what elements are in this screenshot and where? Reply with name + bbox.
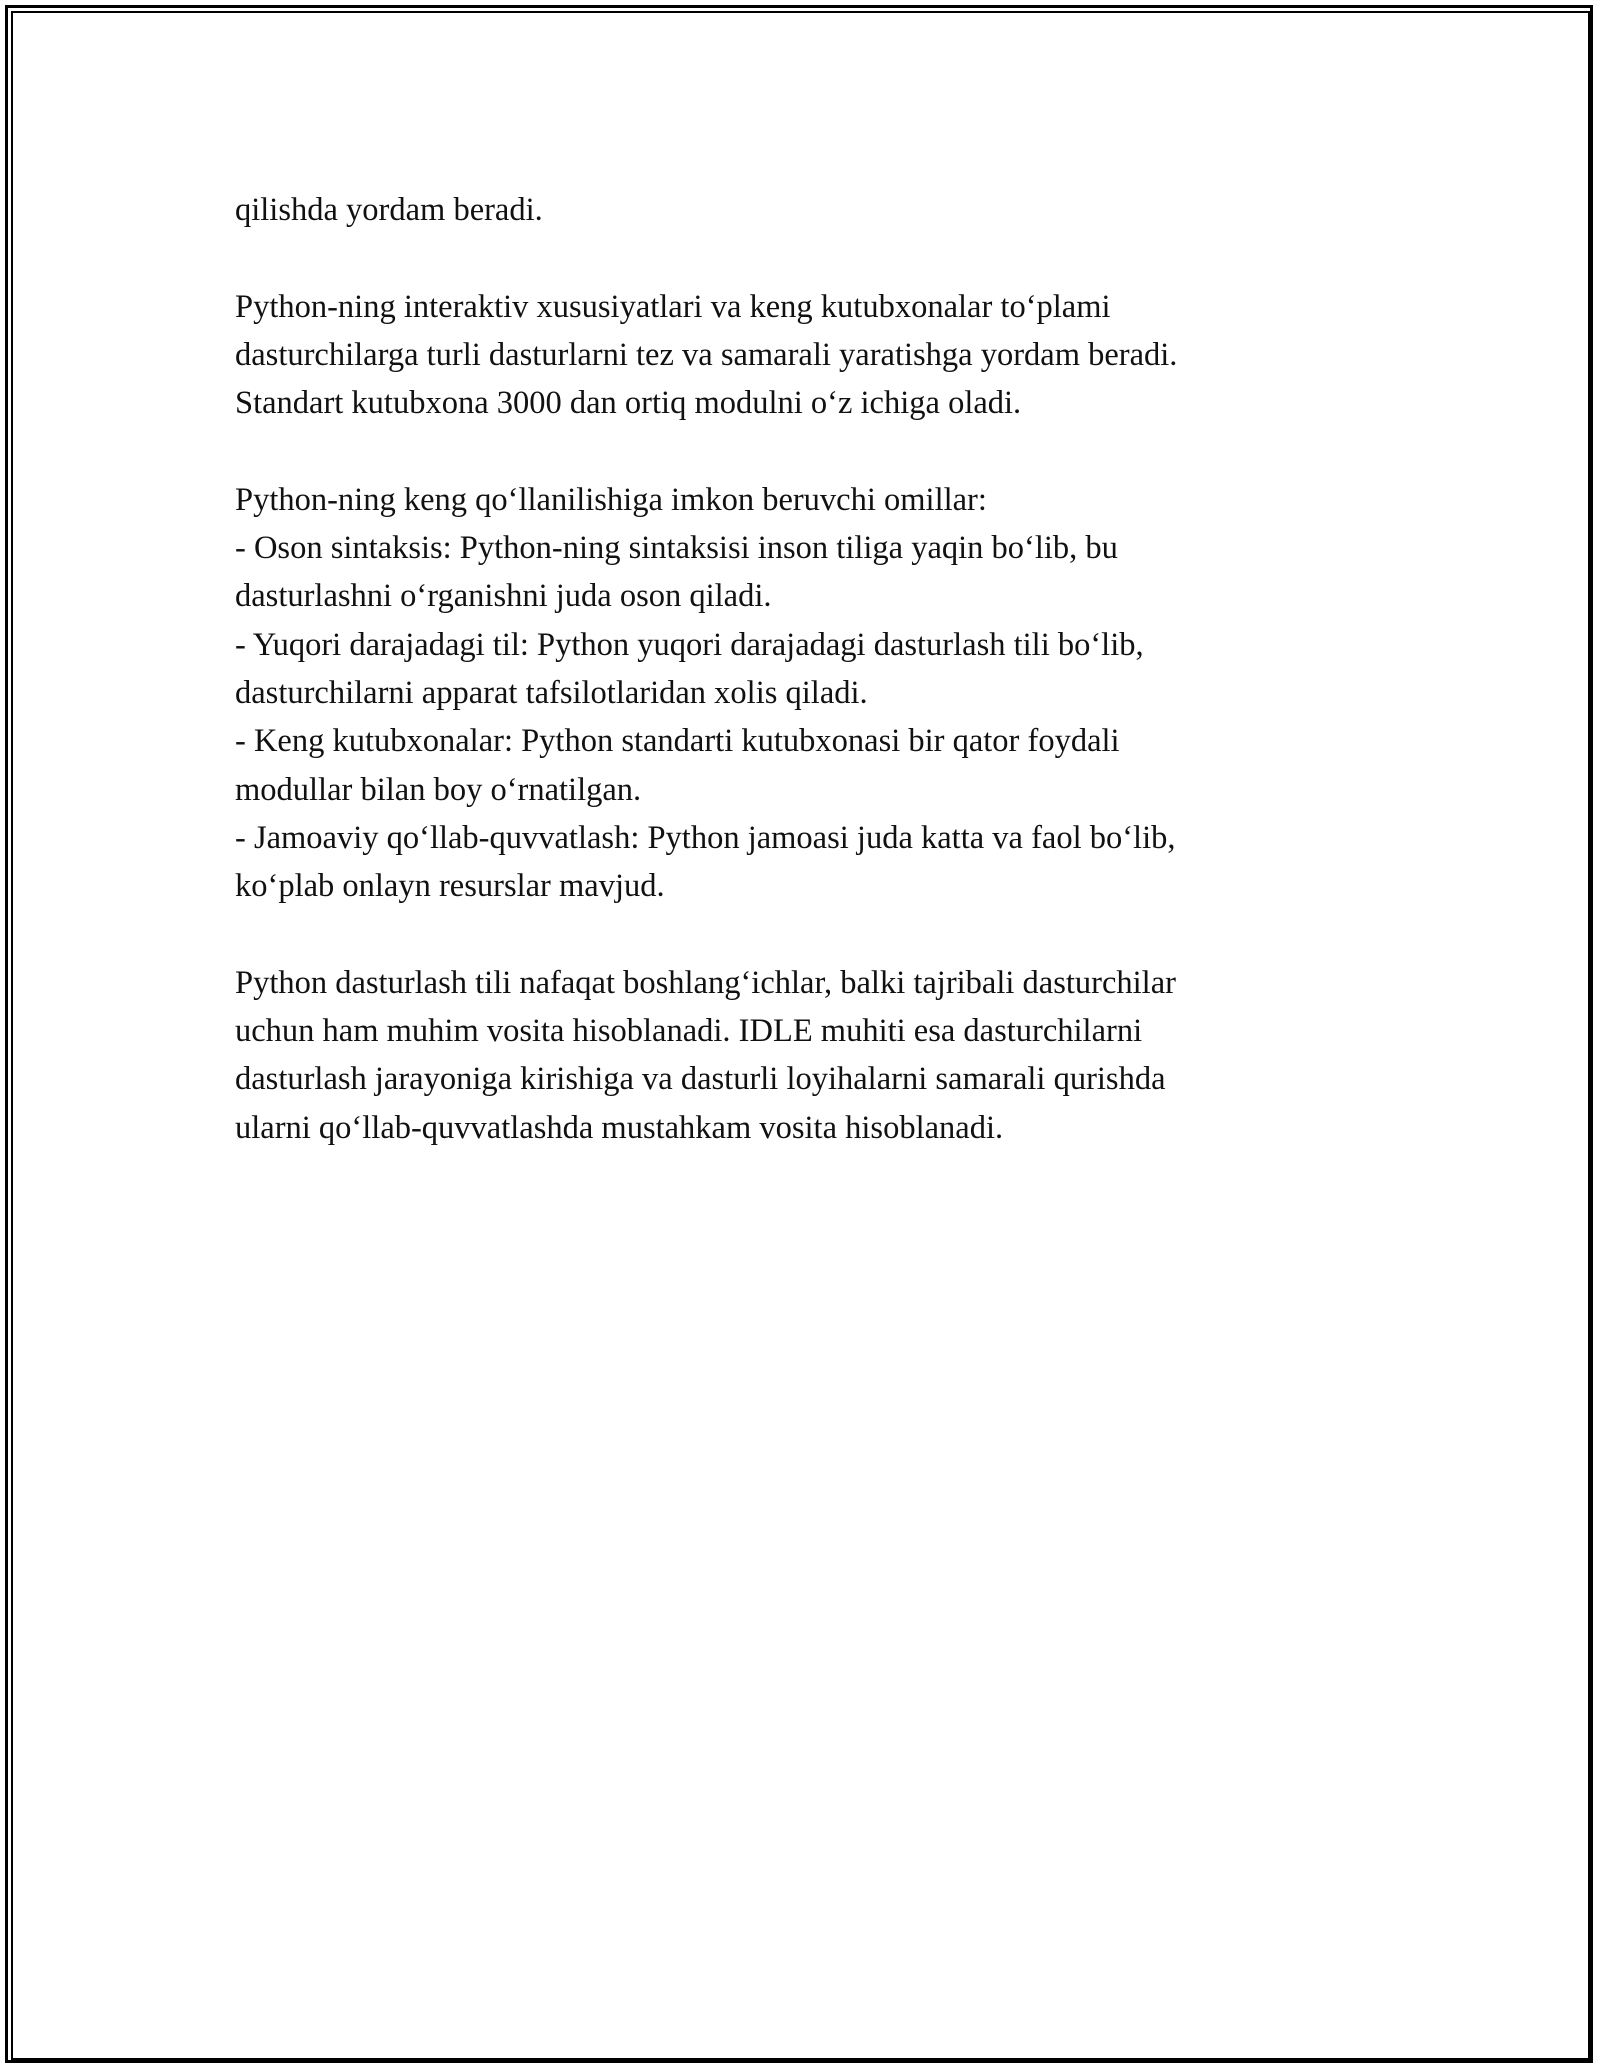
text-line: Python-ning keng qo‘llanilishiga imkon beruvchi omillar: [235,481,987,518]
list-item-line: dasturlashni o‘rganishni juda oson qiladi. [235,578,772,615]
paragraph-gap [235,910,1345,958]
text-line: dasturlash jarayoniga kirishiga va dasturli loyihalarni samarali qurishda [235,1061,1166,1098]
list-item-line: ko‘plab onlayn resurslar mavjud. [235,868,665,905]
text-line: qilishda yordam beradi. [235,192,543,228]
text-line: ularni qo‘llab-quvvatlashda mustahkam vosita hisoblanadi. [235,1109,1004,1146]
list-item-line: - Keng kutubxonalar: Python standarti kutubxonasi bir qator foydali [235,723,1120,760]
text-line: dasturchilarga turli dasturlarni tez va samarali yaratishga yordam beradi. [235,336,1178,373]
paragraph-gap [235,427,1345,475]
text-line: uchun ham muhim vosita hisoblanadi. IDLE muhiti esa dasturchilarni [235,1013,1143,1050]
list-item-line: modullar bilan boy o‘rnatilgan. [235,771,642,808]
text-line: Standart kutubxona 3000 dan ortiq modulni o‘z ichiga oladi. [235,385,1022,422]
list-item-line: - Jamoaviy qo‘llab-quvvatlash: Python jamoasi juda katta va faol bo‘lib, [235,819,1176,856]
list-item-line: - Oson sintaksis: Python-ning sintaksisi inson tiliga yaqin bo‘lib, bu [235,530,1118,567]
list-item-line: dasturchilarni apparat tafsilotlaridan xolis qiladi. [235,674,868,711]
text-line: Python-ning interaktiv xususiyatlari va keng kutubxonalar to‘plami [235,288,1111,325]
list-item-line: - Yuqori darajadagi til: Python yuqori darajadagi dasturlash tili bo‘lib, [235,626,1144,663]
document-body [235,186,1345,1152]
paragraph-gap [235,234,1345,282]
text-line: Python dasturlash tili nafaqat boshlang‘ichlar, balki tajribali dasturchilar [235,964,1176,1001]
